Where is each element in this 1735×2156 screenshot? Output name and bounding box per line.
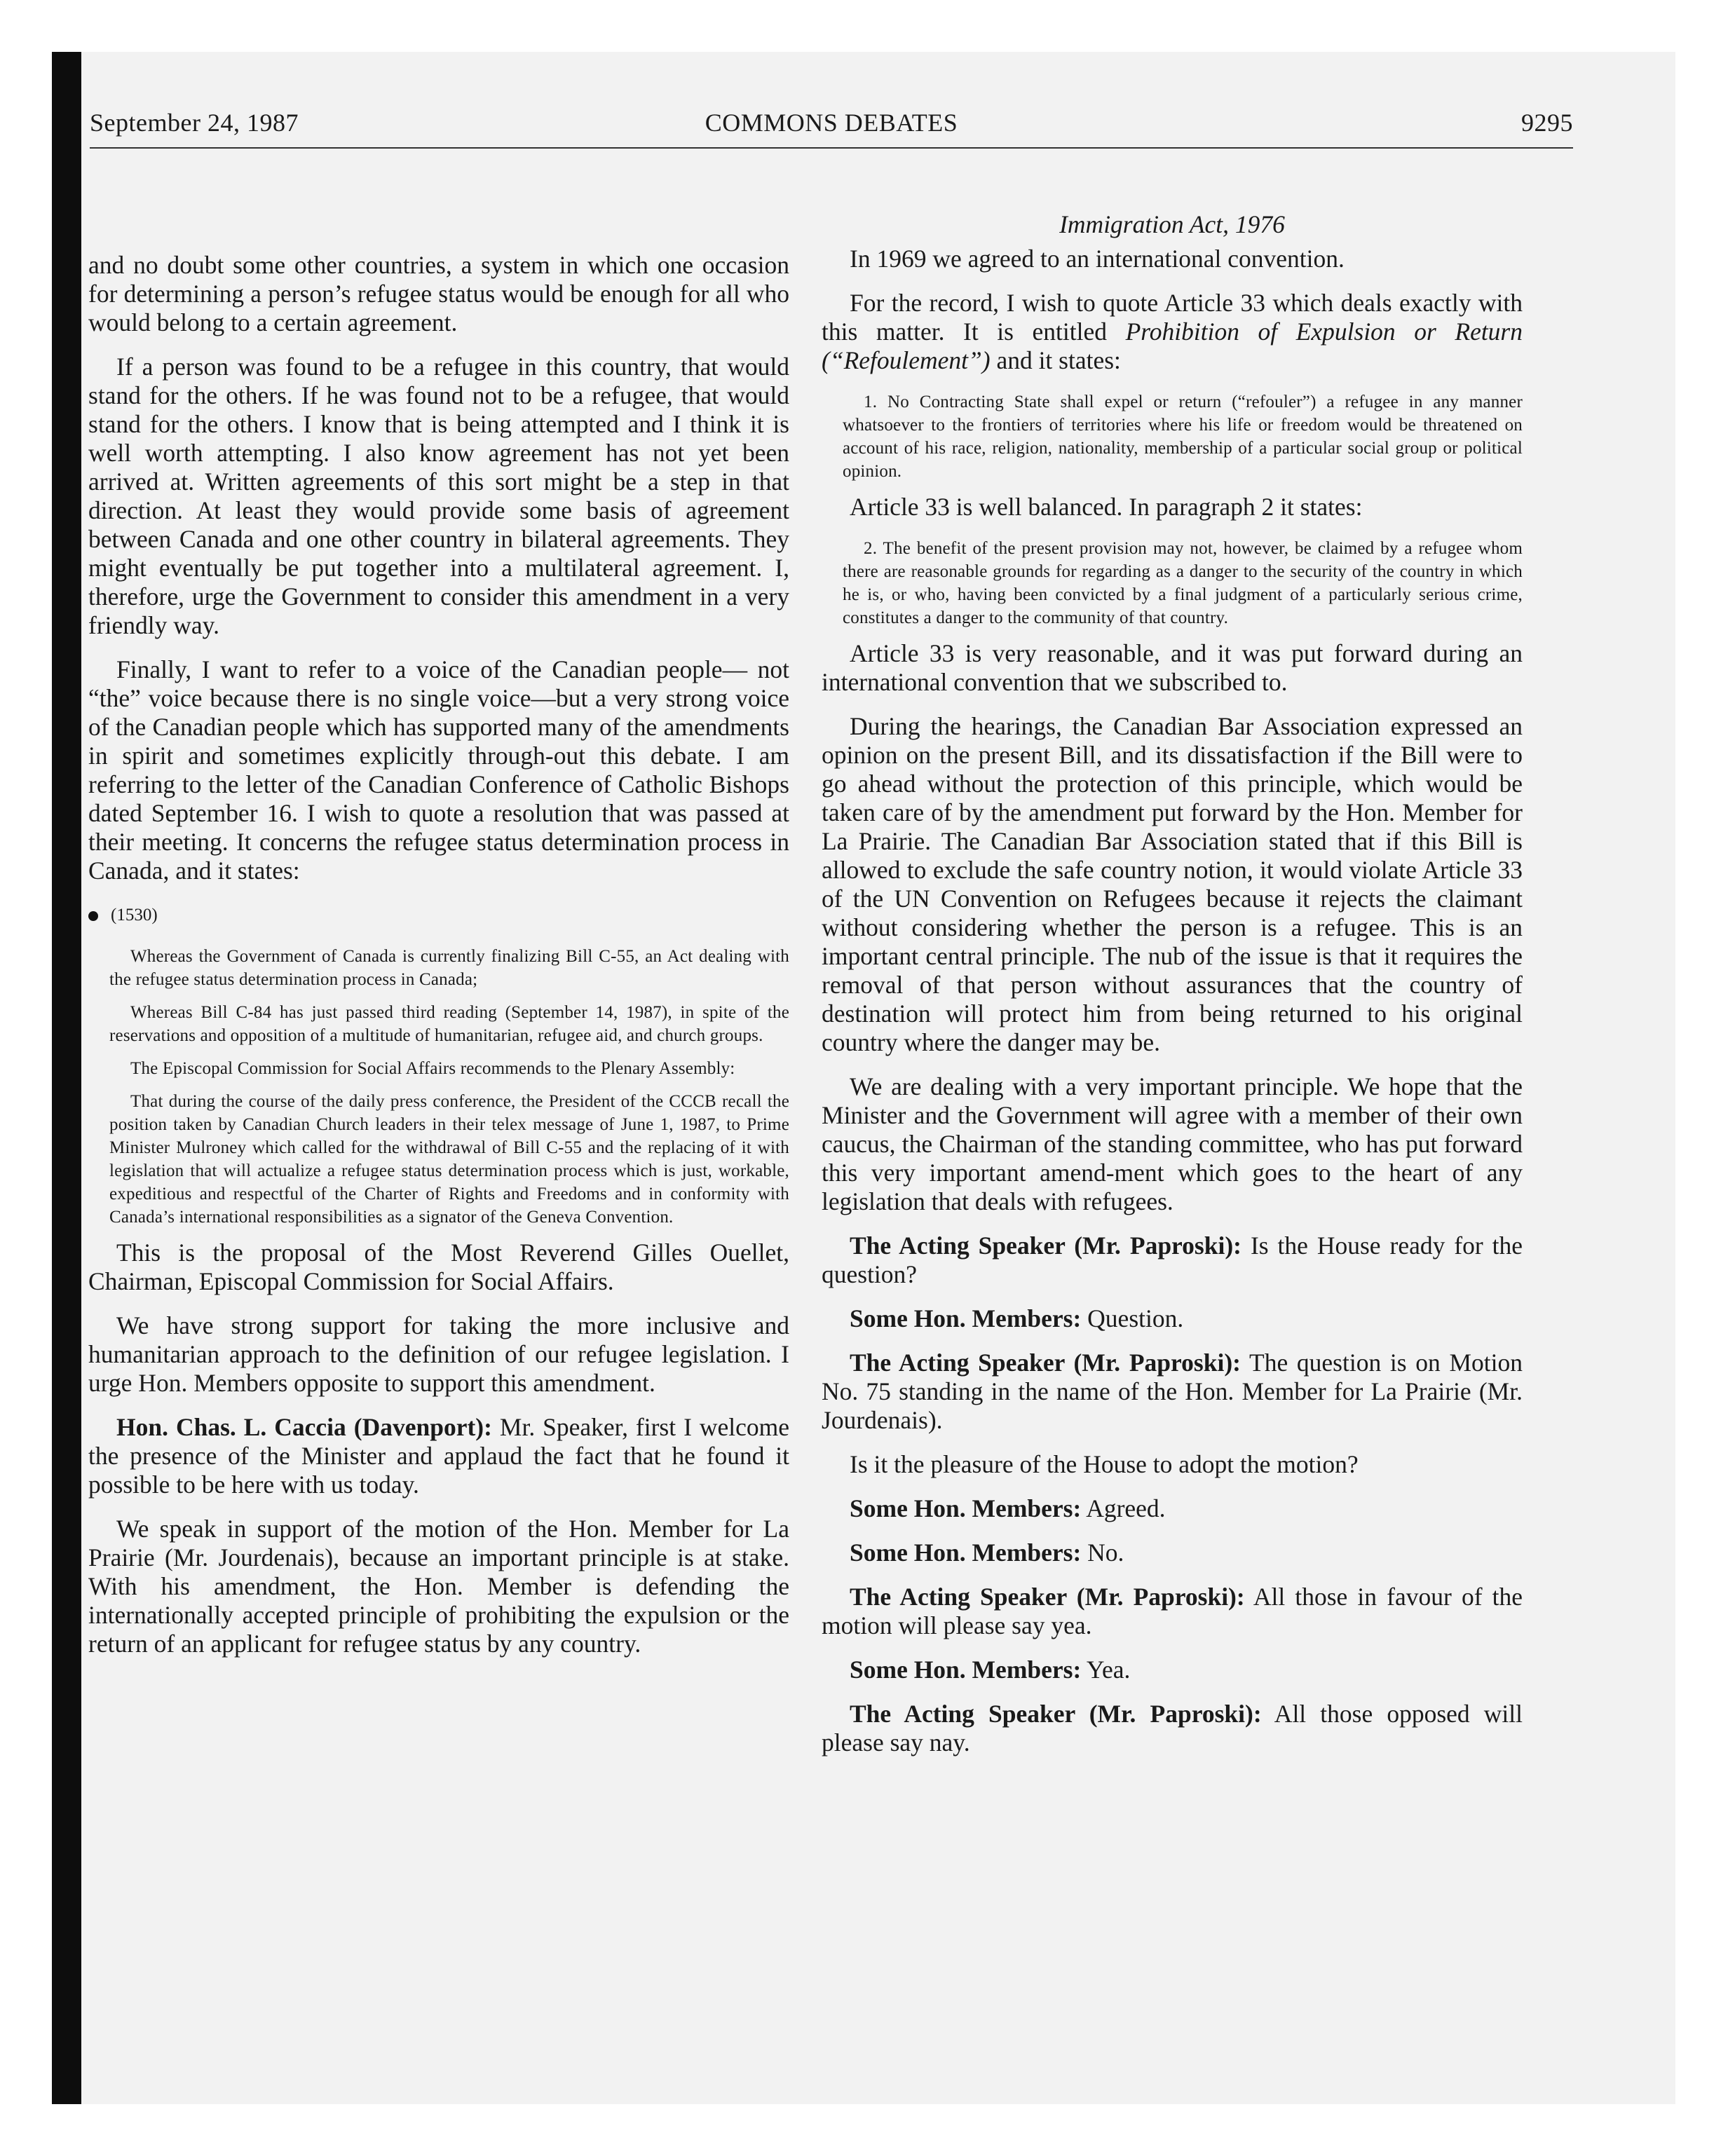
quoted-resolution: That during the course of the daily press conference, the President of the CCCB recall the position taken by Canadian Church leaders in their telex message of June 1, 1987, to Prime Minister Mulroney which called for the withdrawal of Bill C-55 and the replacing of it with legislation that will actualize a refugee status determination process which is just, workable, expeditious and respectful of the Charter of Rights and Freedoms and in conformity with Canada’s international responsibilities as a signator of the Geneva Convention. [109, 1092, 789, 1227]
speech-text: Yea. [1081, 1656, 1131, 1684]
page-header [90, 105, 1573, 149]
running-head: Immigration Act, 1976 [1059, 210, 1285, 238]
paragraph: This is the proposal of the Most Reverend Gilles Ouellet, Chairman, Episcopal Commission for Social Affairs. [88, 1239, 789, 1295]
speaker-name: Some Hon. Members: [850, 1656, 1082, 1684]
speech [822, 1538, 1523, 1567]
quoted-article: 2. The benefit of the present provision may not, however, be claimed by a refugee whom there are reasonable grounds for regarding as a danger to the security of the country in which he is, or who, having been convicted by a final judgment of a particularly serious crime, constitutes a danger to the community of that country. [843, 539, 1523, 627]
paragraph: During the hearings, the Canadian Bar Association expressed an opinion on the present Bill, and its dissatisfaction if the Bill were to go ahead without the protection of this principle, which would be taken care of by the amendment put forward by the Hon. Member for La Prairie. The Canadian Bar Association stated that if this Bill is allowed to exclude the safe country notion, it would violate Article 33 of the UN Convention on Refugees because it rejects the claimant without considering whether the person is a refugee. This is an important central principle. The nub of the issue is that it requires the removal of that person without assurances that the country of destination will protect him from being returned to his original country where the danger may be. [822, 712, 1523, 1056]
speech [822, 1349, 1523, 1435]
paragraph: and no doubt some other countries, a system in which one occasion for determining a person’s refugee status would be enough for all who would belong to a certain agreement. [88, 251, 789, 336]
speaker-name: Some Hon. Members: [850, 1304, 1082, 1332]
speaker-name: The Acting Speaker (Mr. Paproski): [850, 1231, 1241, 1260]
speech [88, 1413, 789, 1499]
speech-text: All those in favour of the motion will please say yea. [822, 1583, 1523, 1639]
speech-text: The question is on Motion No. 75 standing in the name of the Hon. Member for La Prairie (Mr. Jourdenais). [822, 1349, 1523, 1434]
header-page-number: 9295 [1521, 109, 1573, 137]
speech-text: All those opposed will please say nay. [822, 1700, 1523, 1756]
speaker-name: Some Hon. Members: [850, 1494, 1082, 1522]
paragraph: Finally, I want to refer to a voice of the Canadian people— not “the” voice because there is no single voice—but a very strong voice of the Canadian people which has supported many of the amendments in spirit and sometimes explicitly through-out this debate. I am referring to the letter of the Canadian Conference of Catholic Bishops dated September 16. I wish to quote a resolution that was passed at their meeting. It concerns the refugee status determination process in Canada, and it states: [88, 655, 789, 885]
speaker-name: The Acting Speaker (Mr. Paproski): [850, 1349, 1241, 1377]
header-date: September 24, 1987 [90, 109, 299, 137]
speaker-name: Hon. Chas. L. Caccia (Davenport): [116, 1413, 492, 1441]
speech [822, 1494, 1523, 1523]
speaker-name: Some Hon. Members: [850, 1538, 1082, 1567]
paragraph-text: and it states: [990, 346, 1121, 374]
quoted-resolution: Whereas the Government of Canada is currently finalizing Bill C-55, an Act dealing with the refugee status determination process in Canada; [109, 947, 789, 989]
time-marker-text: (1530) [111, 906, 158, 925]
speech-text: Is the House ready for the question? [822, 1231, 1523, 1288]
header-title: COMMONS DEBATES [705, 109, 958, 137]
paragraph: We speak in support of the motion of the Hon. Member for La Prairie (Mr. Jourdenais), because an important principle is at stake. With his amendment, the Hon. Member is defending the internationally accepted principle of prohibiting the expulsion or the return of an applicant for refugee status by any country. [88, 1515, 789, 1658]
paragraph: Is it the pleasure of the House to adopt the motion? [850, 1450, 1359, 1478]
time-marker [88, 901, 789, 929]
bullet-icon [88, 911, 98, 921]
left-column [88, 154, 789, 1674]
speech [822, 1656, 1523, 1684]
paragraph: Article 33 is very reasonable, and it was put forward during an international convention that we subscribed to. [822, 639, 1523, 696]
paragraph [822, 289, 1523, 375]
speech-text: Mr. Speaker, first I welcome the presence of the Minister and applaud the fact that he found it possible to be here with us today. [88, 1413, 789, 1499]
paragraph: In 1969 we agreed to an international convention. [850, 245, 1345, 273]
quoted-resolution: Whereas Bill C-84 has just passed third reading (September 14, 1987), in spite of the reservations and opposition of a multitude of humanitarian, refugee aid, and church groups. [109, 1003, 789, 1045]
right-column [822, 154, 1523, 1773]
speaker-name: The Acting Speaker (Mr. Paproski): [850, 1700, 1262, 1728]
scan-edge-shadow [52, 52, 81, 2104]
speech [822, 1231, 1523, 1289]
speaker-name: The Acting Speaker (Mr. Paproski): [850, 1583, 1245, 1611]
quoted-article: 1. No Contracting State shall expel or return (“refouler”) a refugee in any manner whatsoever to the frontiers of territories where his life or freedom would be threatened on account of his race, religion, nationality, membership of a particular social group or political opinion. [843, 393, 1523, 481]
paragraph: If a person was found to be a refugee in this country, that would stand for the others. If he was found not to be a refugee, that would stand for the others. I know that is being attempted and I think it is well worth attempting. I also know agreement has not yet been arrived at. Written agreements of this sort might be a step in that direction. At least they would provide some basis of agreement between Canada and one other country in bilateral agreements. They might eventually be put together into a multilateral agreement. I, therefore, urge the Government to consider this amendment in a very friendly way. [88, 353, 789, 639]
article-title: Prohibition of Expulsion or Return (“Refoulement”) [822, 318, 1523, 374]
speech [822, 1583, 1523, 1640]
speech-text: Agreed. [1081, 1494, 1166, 1522]
speech-text: No. [1081, 1538, 1124, 1567]
paragraph-text: For the record, I wish to quote Article 33 which deals exactly with this matter. It is entitled [822, 289, 1523, 346]
paragraph: We are dealing with a very important principle. We hope that the Minister and the Government will agree with a member of their own caucus, the Chairman of the standing committee, who has put forward this very important amend-ment which goes to the heart of any legislation that deals with refugees. [822, 1072, 1523, 1215]
speech [822, 1304, 1523, 1333]
speech [822, 1700, 1523, 1757]
paragraph: We have strong support for taking the more inclusive and humanitarian approach to the definition of our refugee legislation. I urge Hon. Members opposite to support this amendment. [88, 1311, 789, 1397]
paragraph: Article 33 is well balanced. In paragraph 2 it states: [850, 493, 1363, 521]
speech-text: Question. [1081, 1304, 1184, 1332]
quoted-resolution: The Episcopal Commission for Social Affairs recommends to the Plenary Assembly: [130, 1059, 735, 1078]
